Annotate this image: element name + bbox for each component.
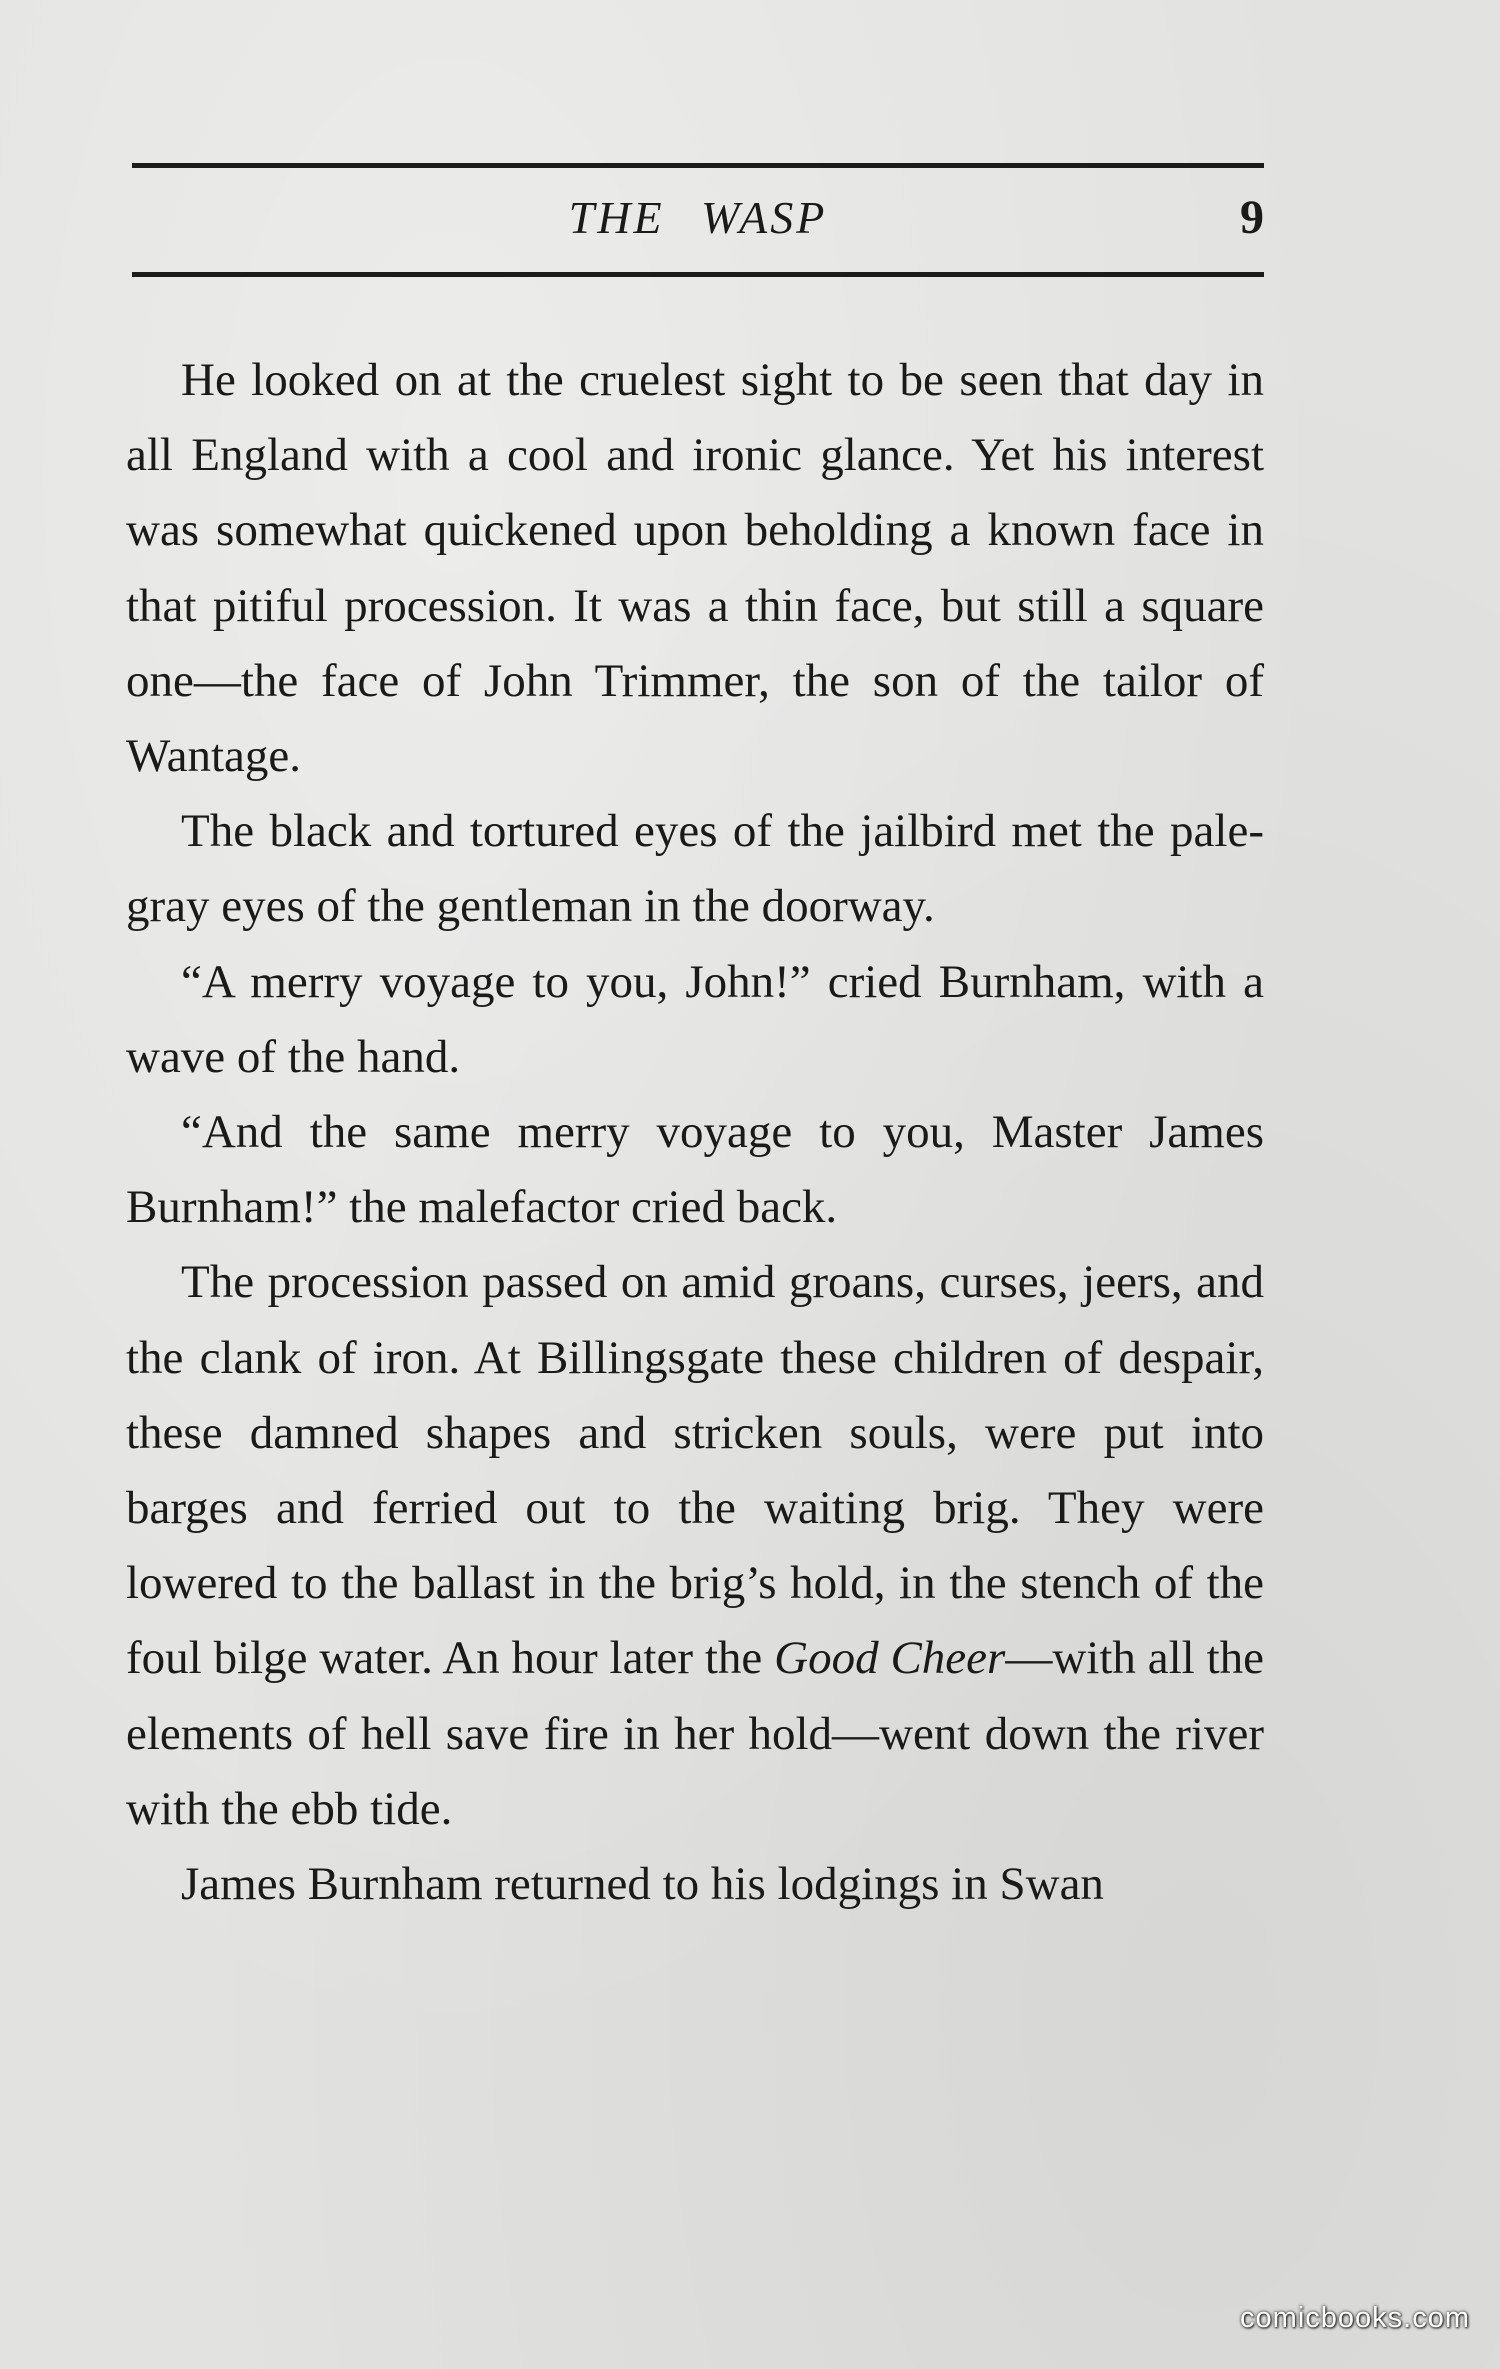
paragraph-5 <box>126 1245 1264 1847</box>
watermark: comicbooks.com <box>1240 2302 1470 2334</box>
running-title: THE WASP <box>568 192 828 243</box>
ship-name: Good Cheer <box>774 1632 1006 1685</box>
paragraph-3: “A merry voyage to you, John!” cried Burnham, with a wave of the hand. <box>126 955 1264 1083</box>
paragraph-6: James Burnham returned to his lodgings in Swan <box>181 1858 1104 1911</box>
paragraph-5-before: The procession passed on amid groans, curses, jeers, and the clank of iron. At Billingsgate these children of despair, these damned shapes and stricken souls, were put into barges and ferried out to the waiting brig. They were lowered to the ballast in the brig’s hold, in the stench of the foul bilge water. An hour later the <box>126 1256 1264 1685</box>
paragraph-1: He looked on at the cruelest sight to be seen that day in all England with a cool and ironic glance. Yet his interest was somewhat quickened upon beholding a known face in that pitiful procession. It was a thin face, but still a square one—the face of John Trimmer, the son of the tailor of Wantage. <box>126 354 1264 783</box>
running-head <box>132 188 1264 248</box>
body-text <box>126 343 1264 1922</box>
header-bottom-rule <box>132 272 1264 277</box>
header-top-rule <box>132 163 1264 168</box>
page-number: 9 <box>1240 191 1264 244</box>
paragraph-5-after: —with all the elements of hell save fire in her hold—went down the river with the ebb tide. <box>126 1632 1264 1835</box>
paragraph-4: “And the same merry voyage to you, Master James Burnham!” the malefactor cried back. <box>126 1106 1264 1234</box>
paragraph-2: The black and tortured eyes of the jailbird met the pale-gray eyes of the gentleman in the doorway. <box>126 805 1264 933</box>
